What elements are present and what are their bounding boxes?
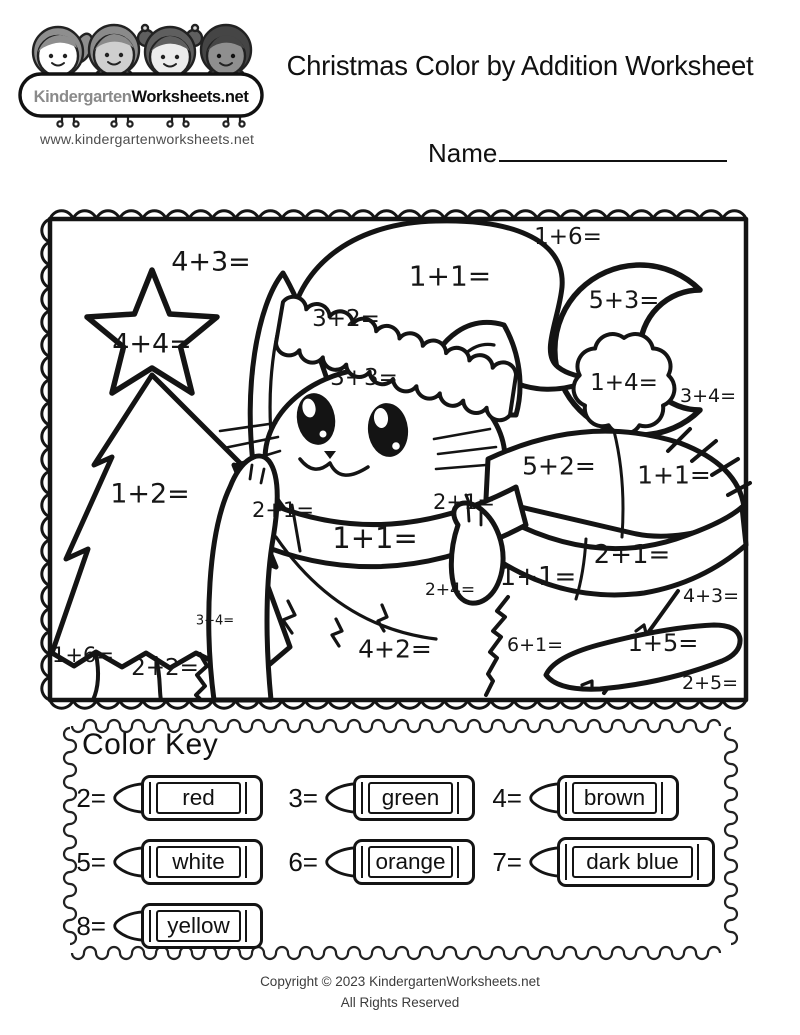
coloring-scene	[38, 207, 758, 712]
math-problem-region: 1+6=	[534, 224, 602, 250]
crayon-band-line	[245, 782, 254, 814]
crayon-tip	[110, 840, 144, 884]
crayon-icon	[526, 775, 679, 821]
color-name-label: orange	[368, 846, 453, 878]
math-problem-region: 3+4=	[195, 613, 235, 629]
crayon-tip	[110, 776, 144, 820]
color-key-title: Color Key	[82, 728, 219, 761]
color-key-number: 6=	[288, 846, 318, 877]
math-problem-region: 3+2=	[312, 306, 380, 332]
name-blank-line	[499, 134, 727, 162]
name-row	[428, 134, 727, 169]
color-key-number: 4=	[492, 782, 522, 813]
color-name-label: green	[368, 782, 453, 814]
color-key-entry-red	[72, 772, 263, 824]
math-problem-region: 2+4=	[424, 580, 476, 600]
color-name-label: red	[156, 782, 241, 814]
rights-line: All Rights Reserved	[340, 994, 460, 1010]
logo-url: www.kindergartenworksheets.net	[40, 132, 255, 148]
math-problem-region: 1+1=	[499, 562, 577, 592]
crayon-icon	[322, 839, 475, 885]
crayon-band-line	[149, 782, 151, 814]
color-key-number: 7=	[492, 846, 522, 877]
coloring-picture	[38, 207, 758, 712]
math-problem-region: 1+5=	[627, 629, 699, 657]
math-problem-region: 2+5=	[681, 672, 739, 694]
crayon-tip	[526, 776, 560, 820]
crayon-band-line	[661, 782, 670, 814]
math-problem-region: 4+3=	[171, 246, 251, 278]
math-problem-region: 1+1=	[332, 521, 418, 555]
color-key-entry-orange	[284, 836, 475, 888]
math-problem-region: 1+2=	[110, 478, 190, 510]
color-key-number: 8=	[76, 910, 106, 941]
math-problem-region: 2+1=	[433, 490, 495, 514]
math-problem-region: 1+4=	[590, 370, 658, 396]
crayon-tip	[526, 840, 560, 884]
math-problem-region: 2+1=	[593, 540, 671, 570]
math-problem-region: 6+1=	[506, 634, 564, 656]
crayon-band-line	[361, 782, 363, 814]
color-key-entry-dark-blue	[488, 836, 715, 888]
crayon-tip	[322, 776, 356, 820]
crayon-band-line	[457, 782, 466, 814]
logo-brand-text: KindergartenWorksheets.net	[33, 88, 249, 106]
math-problem-region: 4+2=	[358, 634, 432, 664]
site-logo	[16, 12, 266, 148]
color-key-section	[60, 716, 742, 962]
kids-logo-illustration	[16, 12, 266, 130]
color-key-number: 3=	[288, 782, 318, 813]
crayon-band-line	[245, 910, 254, 942]
math-problem-region: 2+1=	[252, 498, 314, 522]
math-problem-region: 1+6=	[52, 643, 114, 667]
math-problem-region: 3+4=	[679, 385, 737, 407]
math-problem-region: 4+4=	[112, 328, 192, 360]
color-name-label: yellow	[156, 910, 241, 942]
crayon-icon	[110, 903, 263, 949]
crayon-band-line	[245, 846, 254, 878]
color-name-label: white	[156, 846, 241, 878]
copyright-line: Copyright © 2023 KindergartenWorksheets.net	[260, 974, 540, 989]
color-key-entry-green	[284, 772, 475, 824]
crayon-icon	[110, 775, 263, 821]
santa-hat-pompom	[574, 334, 675, 434]
crayon-band-line	[565, 782, 567, 814]
page-title: Christmas Color by Addition Worksheet	[286, 50, 754, 81]
math-problem-region: 2+2=	[131, 655, 199, 681]
color-key-number: 5=	[76, 846, 106, 877]
crayon-band-line	[149, 910, 151, 942]
math-problem-region: 5+2=	[522, 451, 596, 481]
footer	[0, 972, 800, 1014]
color-key-number: 2=	[76, 782, 106, 813]
crayon-icon	[110, 839, 263, 885]
crayon-band-line	[457, 846, 466, 878]
crayon-tip	[322, 840, 356, 884]
crayon-band-line	[361, 846, 363, 878]
crayon-band-line	[149, 846, 151, 878]
crayon-tip	[110, 904, 144, 948]
color-key-entry-white	[72, 836, 263, 888]
color-key-entry-yellow	[72, 900, 263, 952]
crayon-icon	[526, 837, 715, 887]
math-problem-region: 5+3=	[588, 286, 660, 314]
math-problem-region: 1+1=	[637, 460, 711, 490]
math-problem-region: 3+3=	[330, 365, 398, 391]
color-key-entry-brown	[488, 772, 679, 824]
crayon-band-line	[565, 844, 567, 880]
math-problem-region: 4+3=	[682, 585, 740, 607]
name-label: Name	[428, 138, 498, 168]
crayon-icon	[322, 775, 475, 821]
crayon-band-line	[697, 844, 706, 880]
color-name-label: brown	[572, 782, 657, 814]
color-name-label: dark blue	[572, 846, 693, 878]
math-problem-region: 1+1=	[408, 259, 492, 293]
